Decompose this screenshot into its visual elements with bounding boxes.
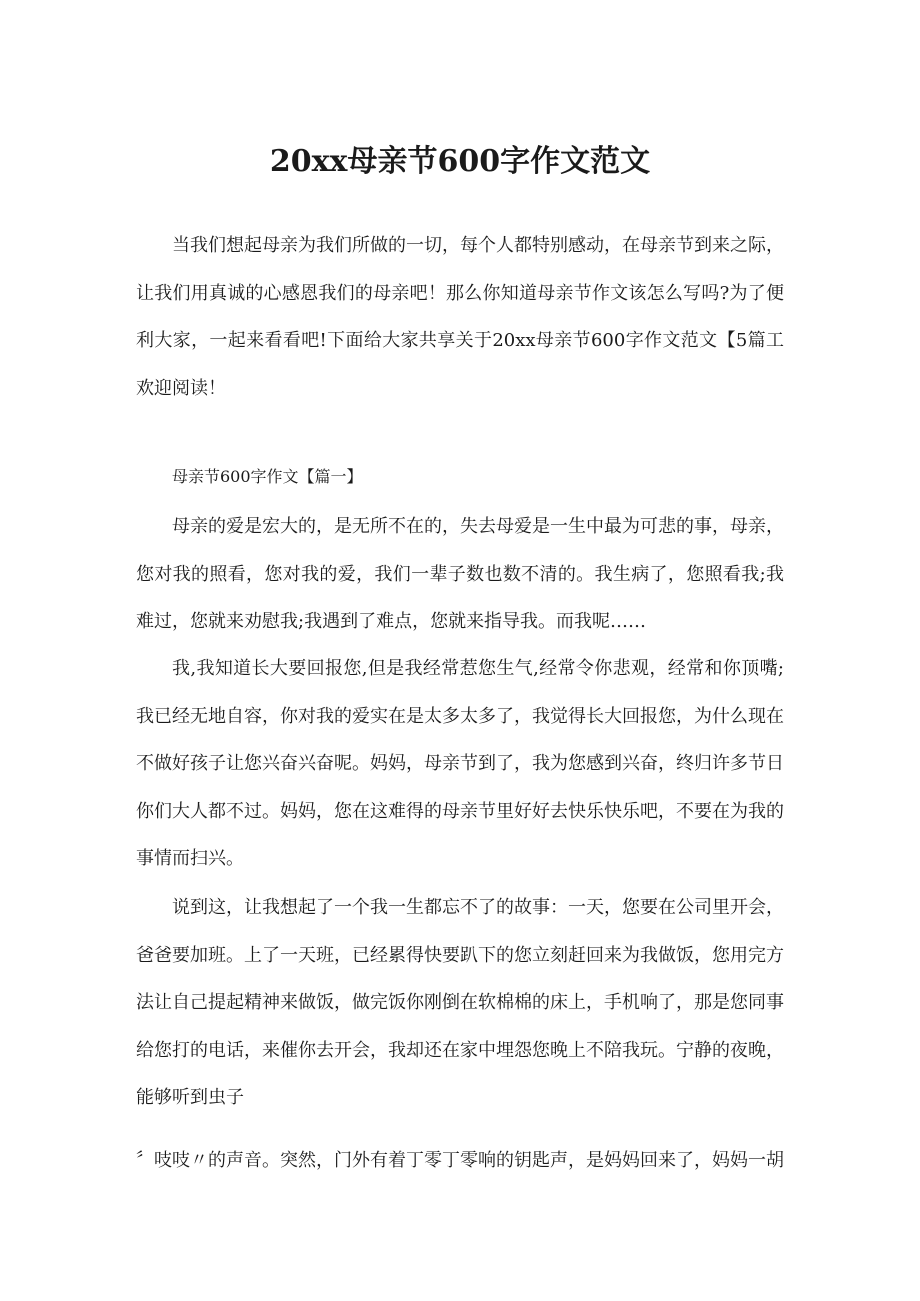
intro-paragraph: 当我们想起母亲为我们所做的一切，每个人都特别感动，在母亲节到来之际，让我们用真诚的心感恩我们的母亲吧！那么你知道母亲节作文该怎么写吗?为了便利大家，一起来看看吧!下面给大家共享关于20xx母亲节600字作文范文【5篇工欢迎阅读！ [136, 235, 784, 399]
document-title: 20xx母亲节600字作文范文 [269, 144, 651, 179]
body-paragraph-1: 母亲的爱是宏大的，是无所不在的，失去母爱是一生中最为可悲的事，母亲，您对我的照看，您对我的爱，我们一辈子数也数不清的。我生病了，您照看我;我难过，您就来劝慰我;我遇到了难点，您就来指导我。而我呢…… [136, 516, 784, 632]
continuation-paragraph: 〞吱吱〃的声音。突然，门外有着丁零丁零响的钥匙声，是妈妈回来了，妈妈一胡 [136, 1150, 784, 1171]
section-heading: 母亲节600字作文【篇一】 [172, 467, 363, 486]
body-paragraph-3: 说到这，让我想起了一个我一生都忘不了的故事：一天，您要在公司里开会，爸爸要加班。上了一天班，已经累得快要趴下的您立刻赶回来为我做饭，您用完方法让自己提起精神来做饭，做完饭你刚倒在软棉棉的床上，手机响了，那是您同事给您打的电话，来催你去开会，我却还在家中埋怨您晚上不陪我玩。宁静的夜晚，能够听到虫子 [136, 897, 784, 1108]
body-paragraph-2: 我,我知道长大要回报您,但是我经常惹您生气,经常令你悲观，经常和你顶嘴;我已经无地自容，你对我的爱实在是太多太多了，我觉得长大回报您，为什么现在不做好孩子让您兴奋兴奋呢。妈妈，母亲节到了，我为您感到兴奋，终归许多节日你们大人都不过。妈妈，您在这难得的母亲节里好好去快乐快乐吧，不要在为我的事情而扫兴。 [136, 658, 784, 869]
